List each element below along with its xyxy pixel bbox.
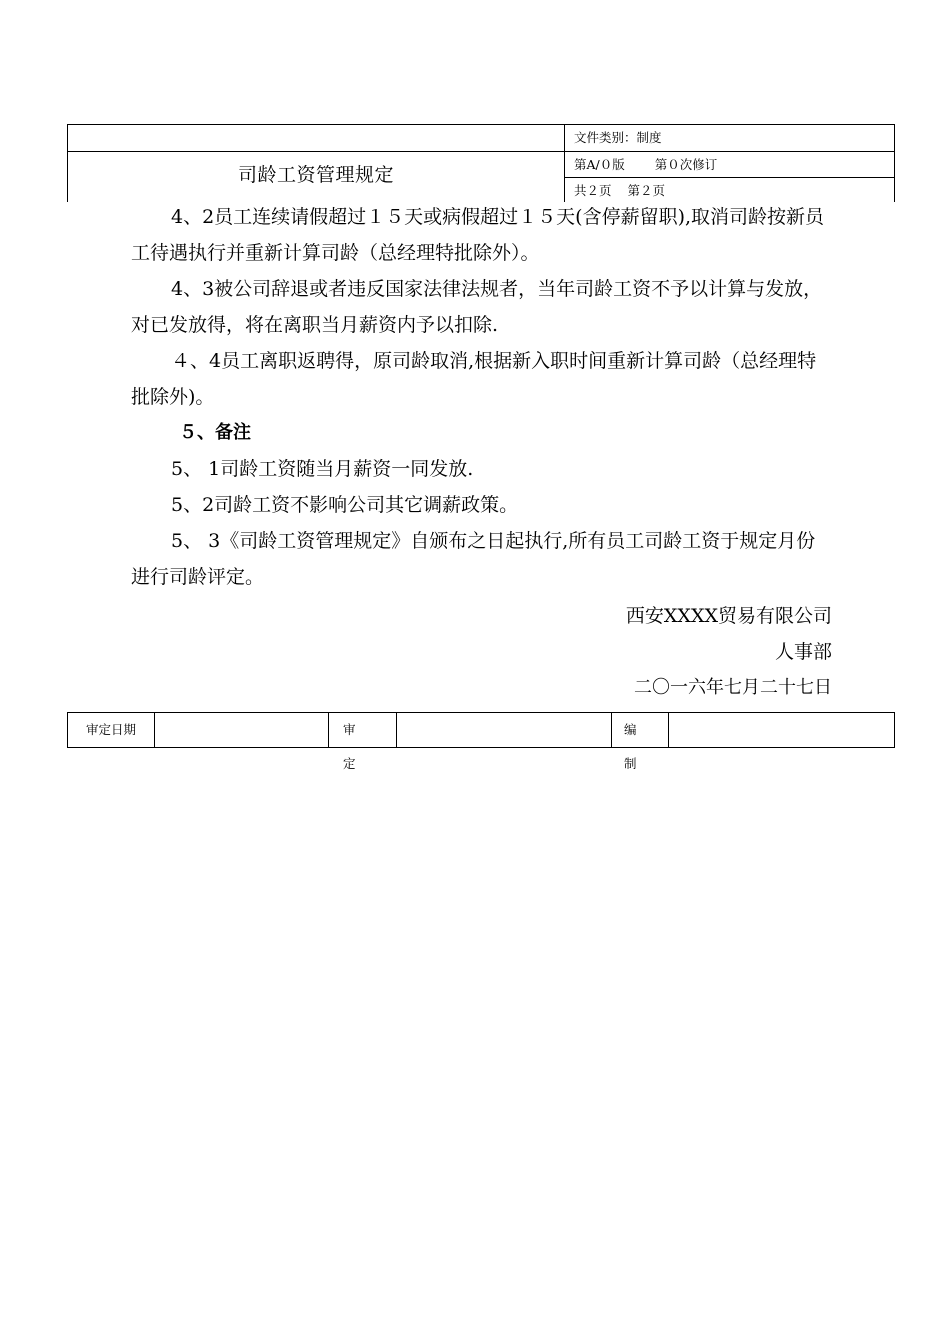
document-title: 司龄工资管理规定 bbox=[237, 164, 394, 186]
clause-4-4: ４、4员工离职返聘得，原司龄取消,根据新入职时间重新计算司龄（总经理特批除外)。 bbox=[131, 350, 817, 408]
review-date-label: 审定日期 bbox=[68, 713, 155, 747]
document-meta bbox=[564, 124, 895, 202]
compile-field bbox=[669, 713, 894, 747]
clause-4-3: 4、3被公司辞退或者违反国家法律法规者，当年司龄工资不予以计算与发放，对已发放得，将在离职当月薪资内予以扣除. bbox=[131, 278, 823, 336]
approve-field bbox=[397, 713, 612, 747]
doc-category: 文件类别：制度 bbox=[574, 130, 662, 145]
clause-5-3: 5、 3《司龄工资管理规定》自颁布之日起执行,所有员工司龄工资于规定月份进行司龄评定。 bbox=[131, 530, 816, 588]
compile-label: 编 制 bbox=[612, 713, 669, 747]
issue-date: 二〇一六年七月二十七日 bbox=[634, 677, 832, 698]
section-5-heading: ５、备注 bbox=[179, 422, 251, 443]
signoff-block bbox=[626, 598, 832, 706]
title-divider bbox=[67, 151, 565, 152]
approval-footer bbox=[67, 712, 895, 771]
document-body bbox=[131, 199, 833, 595]
total-pages: 共２页 bbox=[574, 183, 612, 198]
clause-5-2: 5、2司龄工资不影响公司其它调薪政策。 bbox=[171, 494, 519, 516]
clause-5-1: 5、 1司龄工资随当月薪资一同发放. bbox=[171, 458, 474, 480]
approve-label: 审 定 bbox=[329, 713, 397, 747]
clause-4-2: 4、2员工连续请假超过１５天或病假超过１５天(含停薪留职),取消司龄按新员工待遇执行并重新计算司龄（总经理特批除外）。 bbox=[131, 206, 825, 264]
company-name: 西安XXXX贸易有限公司 bbox=[625, 605, 832, 627]
document-header bbox=[67, 124, 895, 202]
version-row bbox=[565, 151, 894, 177]
page-number: 第２页 bbox=[627, 183, 666, 198]
revision: 第０次修订 bbox=[654, 157, 718, 172]
department-name: 人事部 bbox=[774, 641, 832, 663]
review-date-field bbox=[155, 713, 329, 747]
version: 第A/０版 bbox=[574, 157, 625, 172]
